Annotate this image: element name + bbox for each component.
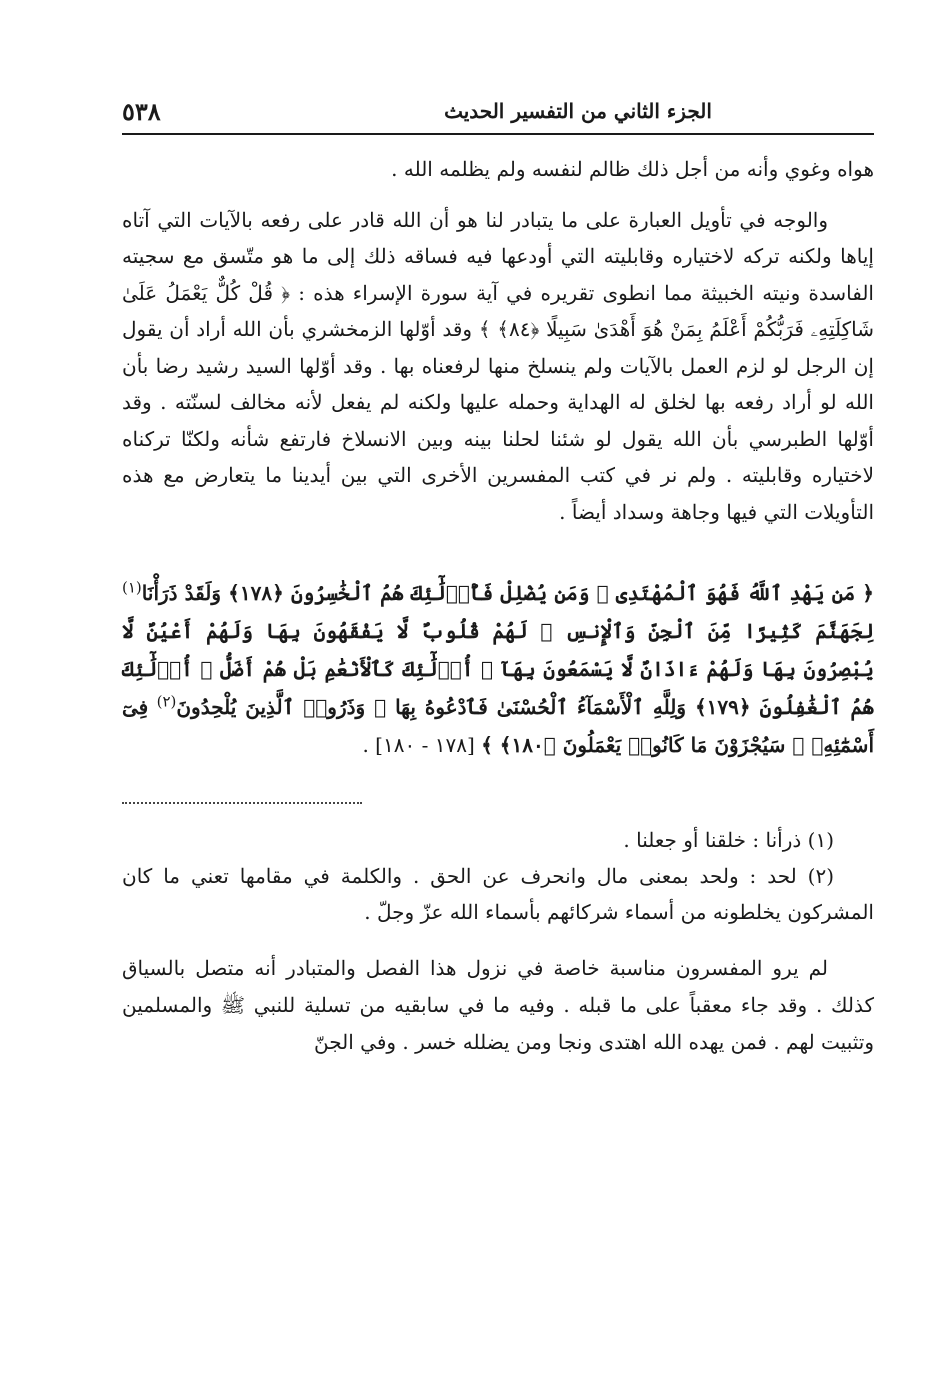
page-header xyxy=(122,95,874,135)
verse-text-part-1: ﴿ مَن يَهْدِ ٱللَّهُ فَهُوَ ٱلْمُهْتَدِى ۖ وَمَن يُضْلِلْ فَأُو۟لَٰٓئِكَ هُمُ ٱلْخَٰسِرُونَ ﴿١٧٨﴾ وَلَقَدْ ذَرَأْنَا xyxy=(141,581,875,605)
footnotes xyxy=(122,822,874,930)
page-number: ٥٣٨ xyxy=(122,97,161,126)
quran-verse-block xyxy=(122,574,874,764)
footnote-marker-2: (٢) xyxy=(156,692,177,711)
verse-reference: [١٧٨ - ١٨٠] . xyxy=(362,733,475,757)
closing-paragraph: لم يرو المفسرون مناسبة خاصة في نزول هذا الفصل والمتبادر أنه متصل بالسياق كذلك . وقد جاء معقباً على ما قبله . وفيه ما في سابقيه من تسلية للنبي ﷺ والمسلمين وتثبيت لهم . فمن يهده الله اهتدى ونجا ومن يضلله خسر . وفي الجنّ xyxy=(122,956,875,1054)
footnote-1: (١) ذرأنا : خلقنا أو جعلنا . xyxy=(623,828,834,852)
body-text xyxy=(122,151,874,530)
closing-text xyxy=(122,950,874,1061)
running-title: الجزء الثاني من التفسير الحديث xyxy=(444,99,712,123)
book-page xyxy=(122,95,874,1061)
footnote-divider xyxy=(122,802,362,804)
verse-text-part-2: لِجَهَنَّمَ كَثِيرًا مِّنَ ٱلْجِنِّ وَٱلْإِنسِ ۖ لَهُمْ قُلُوبٌ لَّا يَفْقَهُونَ بِهَا وَلَهُمْ أَعْيُنٌ لَّا يُبْصِرُونَ بِهَا وَلَهُمْ ءَاذَانٌ لَّا يَسْمَعُونَ بِهَآ ۚ أُو۟لَٰٓئِكَ كَٱلْأَنْعَٰمِ بَلْ هُمْ أَضَلُّ ۚ أُو۟لَٰٓئِكَ هُمُ ٱلْغَٰفِلُونَ ﴿١٧٩﴾ وَلِلَّهِ ٱلْأَسْمَآءُ ٱلْحُسْنَىٰ فَٱدْعُوهُ بِهَا ۖ وَذَرُوا۟ ٱلَّذِينَ يُلْحِدُونَ xyxy=(122,619,874,719)
verse-text-part-3: فِىٓ أَسْمَٰٓئِهِۦ ۚ سَيُجْزَوْنَ مَا كَانُوا۟ يَعْمَلُونَ ﴿١٨٠﴾ ﴾ xyxy=(122,695,874,757)
paragraph-1: هواه وغوي وأنه من أجل ذلك ظالم لنفسه ولم يظلمه الله . xyxy=(391,157,874,181)
footnote-marker-1: (١) xyxy=(122,578,142,597)
footnote-2: (٢) لحد : ولحد بمعنى مال وانحرف عن الحق . والكلمة في مقامها تعني ما كان المشركون يخلطونه من أسماء شركائهم بأسماء الله عزّ وجلّ . xyxy=(122,864,874,924)
paragraph-2: والوجه في تأويل العبارة على ما يتبادر لنا هو أن الله قادر على رفعه بالآيات التي آتاه إياها ولكنه تركه لاختياره وقابليته التي أودعها فيه فساقه ذلك إلى ما هو متّسق مع سجيته الفاسدة ونيته الخبيثة مما انطوى تقريره في آية سورة الإسراء هذه : ﴿ قُلْ كُلٌّ يَعْمَلُ عَلَىٰ شَاكِلَتِهِۦ فَرَبُّكُمْ أَعْلَمُ بِمَنْ هُوَ أَهْدَىٰ سَبِيلًا ﴿٨٤﴾ ﴾ وقد أوّلها الزمخشري بأن الله أراد أن يقول إن الرجل لو لزم العمل بالآيات ولم ينسلخ منها لرفعناه بها . وقد أوّلها السيد رشيد رضا بأن الله لو أراد رفعه بها لخلق له الهداية وحمله عليها ولكنه لم يفعل لأنه مخالف لسنّته . وقد أوّلها الطبرسي بأن الله يقول لو شئنا لحلنا بينه وبين الانسلاخ فارتفع شأنه ولكنّا تركناه لاختياره وقابليته . ولم نر في كتب المفسرين الأخرى التي بين أيدينا ما يتعارض مع هذه التأويلات التي فيها وجاهة وسداد أيضاً . xyxy=(122,207,874,524)
